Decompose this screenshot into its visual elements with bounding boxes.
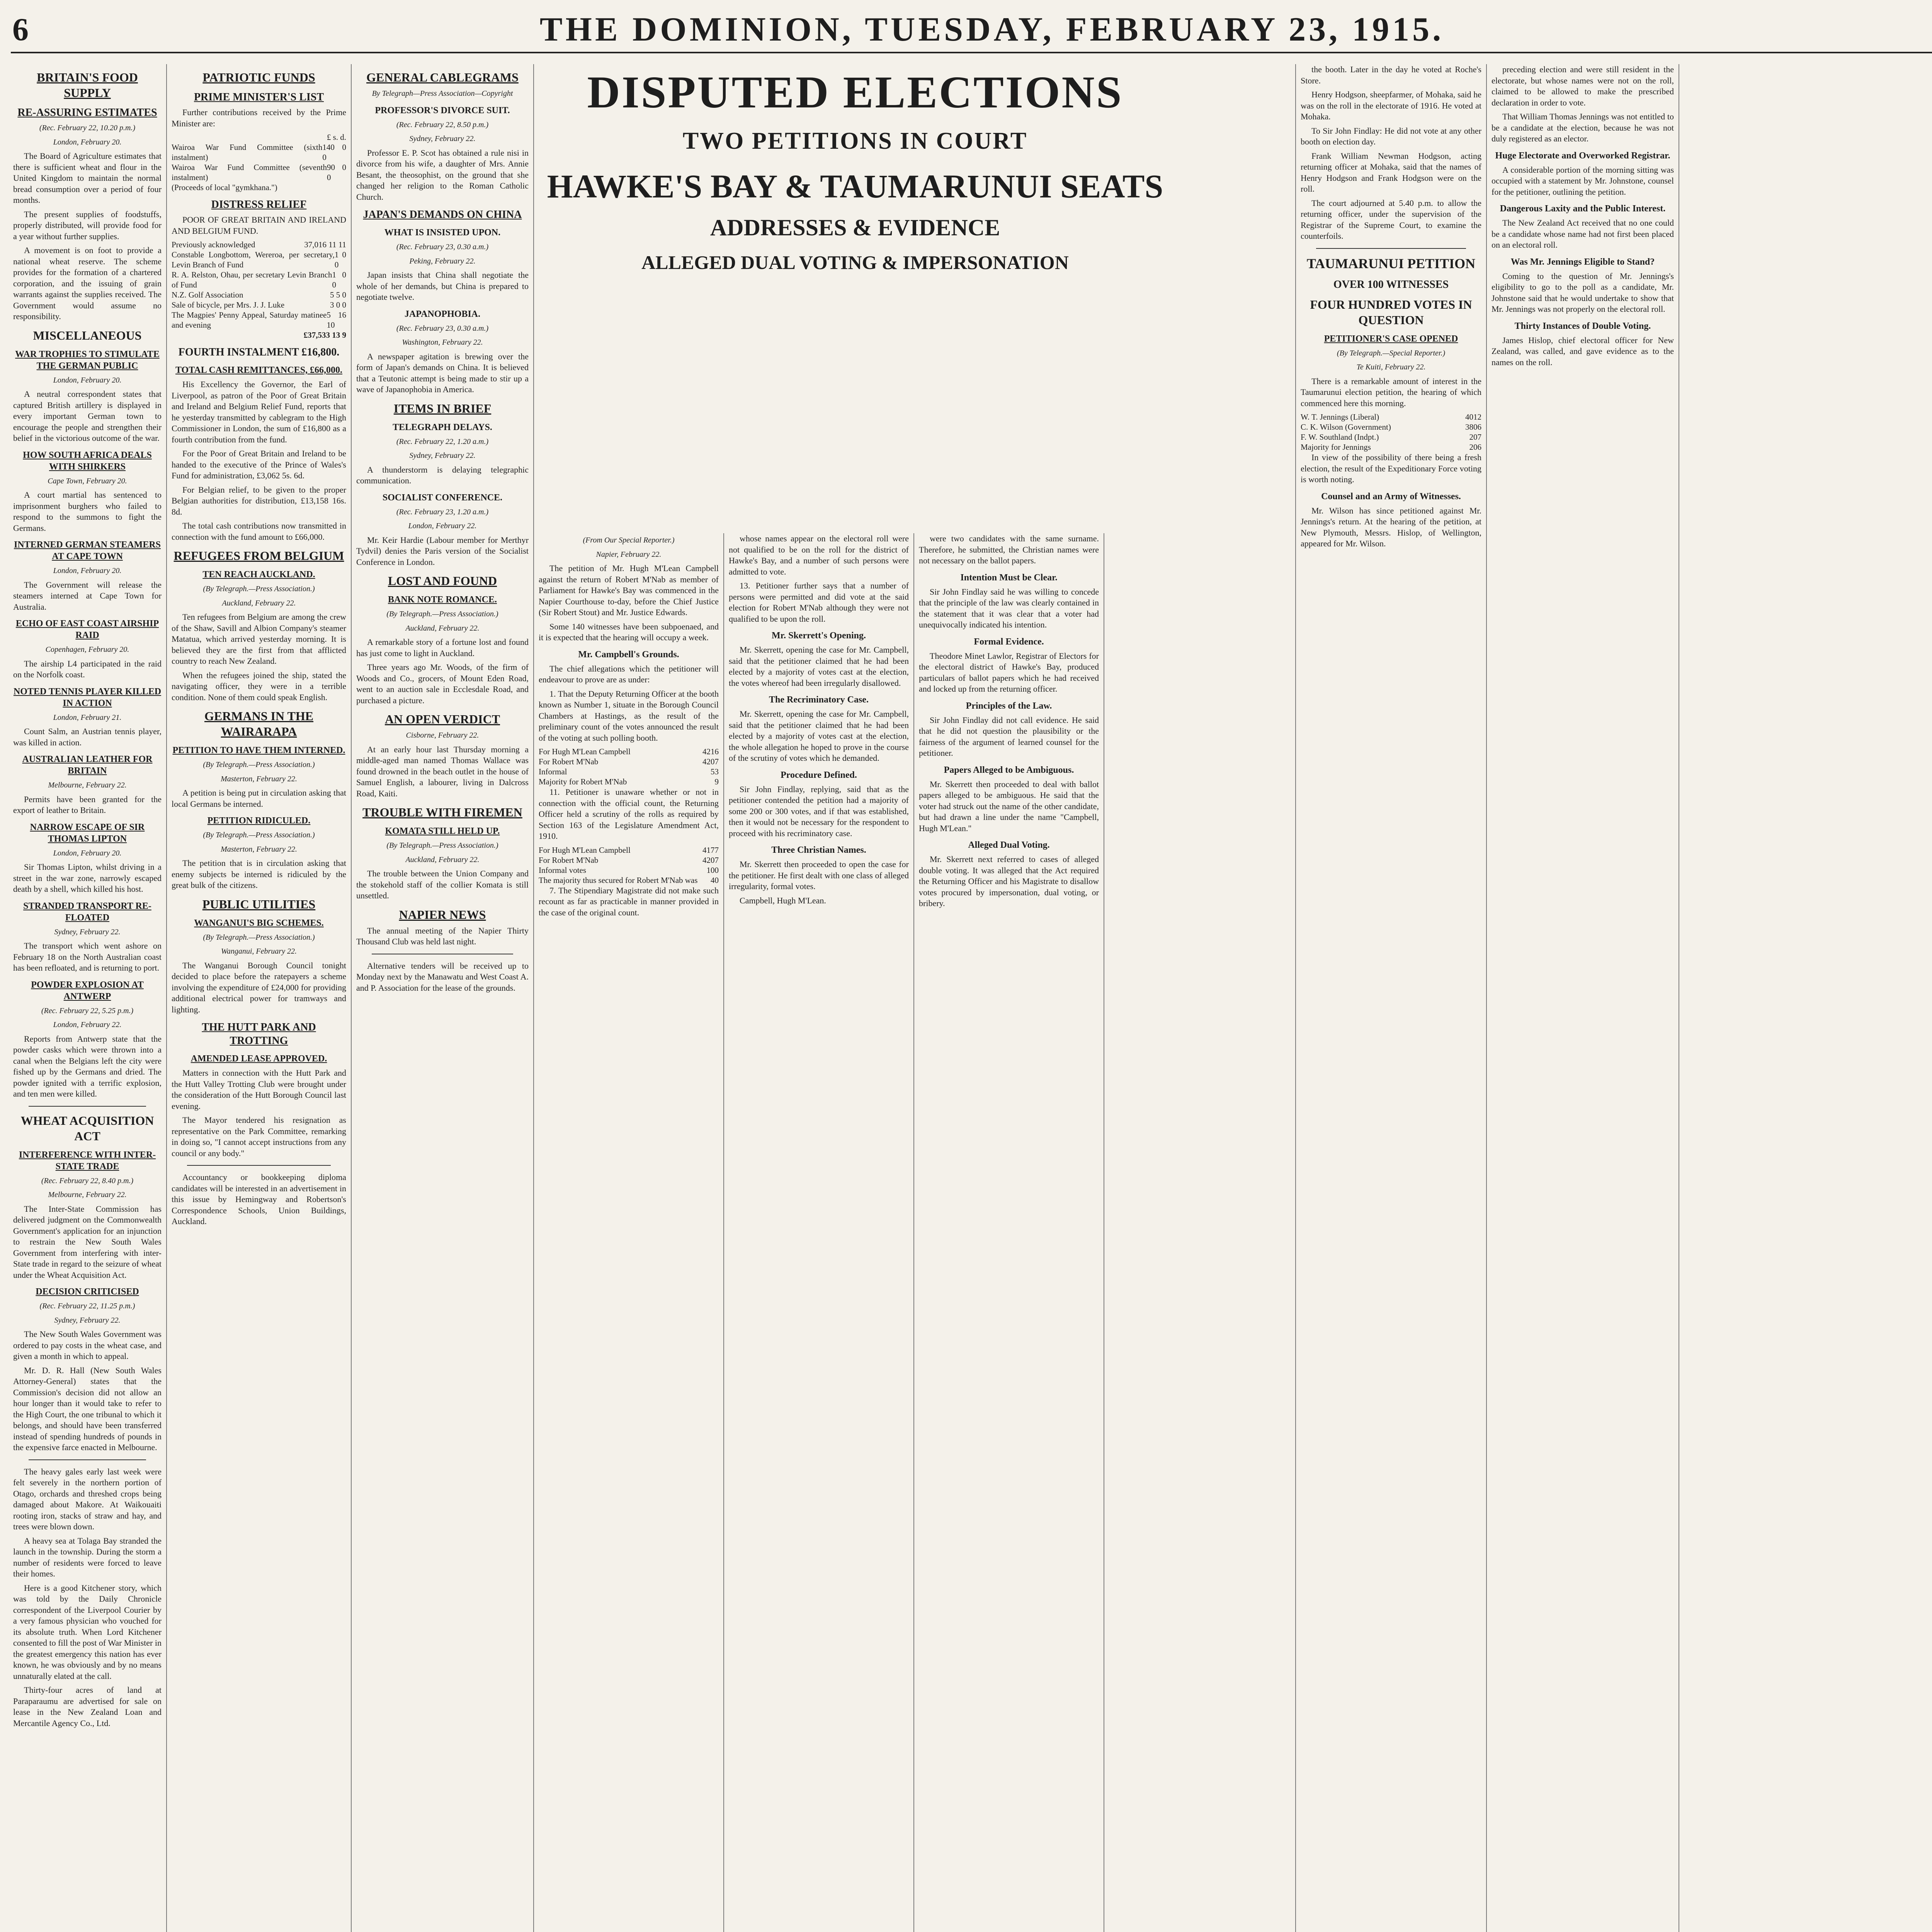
dateline: (Rec. February 22, 1.20 a.m.)	[396, 437, 489, 446]
place: London, February 20.	[53, 138, 122, 146]
column-rule	[533, 64, 534, 1932]
headline: GERMANS IN THE WAIRARAPA	[204, 709, 314, 738]
subheadline: AUSTRALIAN LEATHER FOR BRITAIN	[22, 754, 153, 776]
paragraph: Theodore Minet Lawlor, Registrar of Electors for the electoral district of Hawke's Bay, produced particulars of ballot papers which he had received and locked up from the returning officer.	[919, 651, 1099, 694]
paragraph: Some 140 witnesses have been subpoenaed, and it is expected that the hearing will occupy a week.	[539, 621, 719, 642]
subheadline: WANGANUI'S BIG SCHEMES.	[194, 918, 324, 928]
paragraph: Here is a good Kitchener story, which was told by the Daily Chronicle correspondent of the Liverpool Courier by a very famous physician who vouched for its absolute truth. When Lord Kitchener consented to fill the post of War Minister in the greatest emergency this nation has ever known, he was obviously and by no means unnaturally elated at the call.	[13, 1583, 162, 1681]
money-heading	[172, 132, 346, 142]
subheadline: RE-ASSURING ESTIMATES	[17, 107, 157, 119]
headline: NAPIER NEWS	[399, 907, 486, 922]
table-row	[539, 767, 719, 777]
subheadline: Alleged Dual Voting.	[968, 840, 1050, 850]
table-row	[539, 865, 719, 875]
dateline: (Rec. February 22, 10.20 p.m.)	[39, 124, 136, 132]
table-row	[172, 290, 346, 300]
place: Napier, February 22.	[596, 550, 662, 559]
table-row	[539, 845, 719, 855]
row-value: 53	[711, 767, 719, 776]
place: Peking, February 22.	[409, 257, 476, 265]
place: Masterton, February 22.	[221, 774, 297, 783]
subheadline: PROFESSOR'S DIVORCE SUIT.	[375, 105, 510, 116]
main-headline: DISPUTED ELECTIONS	[587, 67, 1123, 117]
paragraph: A newspaper agitation is brewing over the form of Japan's demands on China. It is believed that a Teutonic attempt is being made to stir up a wave of Japanophobia in America.	[356, 351, 529, 394]
dateline: (Rec. February 22, 8.40 p.m.)	[41, 1176, 134, 1185]
row-label: Informal	[539, 767, 567, 776]
row-label: Majority for Robert M'Nab	[539, 777, 627, 786]
vote-table	[539, 845, 719, 885]
paragraph: Sir John Findlay, replying, said that as the petitioner contended the petition had a majority of some 200 or 300 votes, and if that was established, then it would not be necessary for the respondent to proceed with his recriminatory case.	[729, 784, 909, 838]
subheadline: INTERFERENCE WITH INTER-STATE TRADE	[19, 1150, 156, 1172]
paragraph: Sir Thomas Lipton, whilst driving in a street in the war zone, narrowly escaped death by a shell, which killed his host.	[13, 862, 162, 894]
row-value: 4177	[702, 845, 719, 855]
paragraph: The transport which went ashore on February 18 on the North Australian coast has been refloated, and is returning to port.	[13, 941, 162, 973]
headline: WHEAT ACQUISITION ACT	[20, 1113, 154, 1143]
paragraph: The New South Wales Government was ordered to pay costs in the wheat case, and given a month in which to appeal.	[13, 1329, 162, 1361]
row-value: 100	[706, 865, 719, 875]
subheadline: HOW SOUTH AFRICA DEALS WITH SHIRKERS	[23, 450, 152, 472]
money-columns: £ s. d.	[327, 133, 346, 142]
paragraph: The petition of Mr. Hugh M'Lean Campbell against the return of Robert M'Nab as member of Parliament for Hawke's Bay was commenced in the Napier Courthouse to-day, before the Chief Justice (Sir Robert Stout) and Mr. Justice Edwards.	[539, 563, 719, 617]
divider	[1316, 248, 1466, 249]
row-label: R. A. Relston, Ohau, per secretary Levin Branch of Fund	[172, 270, 332, 289]
row-label: Informal votes	[539, 865, 587, 875]
paragraph: the booth. Later in the day he voted at Roche's Store.	[1301, 65, 1481, 85]
row-value: 37,016 11 11	[304, 240, 346, 249]
paragraph: The present supplies of foodstuffs, properly distributed, will provide food for a year without further supplies.	[13, 209, 162, 241]
row-label: For Robert M'Nab	[539, 757, 599, 766]
row-value: 90 0 0	[327, 163, 346, 182]
subheadline: PRIME MINISTER'S LIST	[194, 91, 324, 103]
subheadline: Formal Evidence.	[974, 636, 1044, 647]
row-value: 206	[1469, 442, 1481, 452]
subheadline: Procedure Defined.	[781, 770, 857, 780]
column-6	[919, 533, 1099, 1932]
table-row	[1301, 442, 1481, 452]
subheadline: SOCIALIST CONFERENCE.	[382, 492, 503, 503]
subheadline: TEN REACH AUCKLAND.	[202, 570, 315, 580]
place: Sydney, February 22.	[409, 134, 476, 143]
row-value: 9	[714, 777, 719, 786]
place: London, February 21.	[53, 713, 122, 722]
subheadline: Thirty Instances of Double Voting.	[1514, 321, 1651, 331]
headline: ITEMS IN BRIEF	[393, 401, 492, 415]
table-row	[172, 162, 346, 182]
headline: AN OPEN VERDICT	[384, 712, 500, 726]
paragraph: Mr. Skerrett, opening the case for Mr. Campbell, said that the petitioner claimed that he had been elected by a majority of votes cast at the election, the whole allegation he hoped to prove in the course of the scrutiny of votes which he demanded.	[729, 709, 909, 763]
total-amount: £37,533 13 9	[303, 330, 346, 340]
place: Auckland, February 22.	[222, 599, 296, 607]
subheadline: TOTAL CASH REMITTANCES, £66,000.	[175, 365, 343, 375]
table-row	[1301, 432, 1481, 442]
paragraph: preceding election and were still resident in the electorate, but whose names were not on the roll, claimed to be allowed to make the prescribed declaration in order to vote.	[1492, 65, 1674, 107]
paragraph: The Board of Agriculture estimates that there is sufficient wheat and flour in the United Kingdom to maintain the normal bread consumption over a period of four months.	[13, 151, 162, 205]
subheadline: Mr. Campbell's Grounds.	[578, 649, 679, 660]
masthead	[11, 9, 1932, 53]
paragraph: Ten refugees from Belgium are among the crew of the Shaw, Savill and Albion Company's steamer Matatua, which arrived yesterday morning. It is believed they are the first from that afflicted country to reach New Zealand.	[172, 612, 346, 666]
row-value: 4216	[702, 747, 719, 756]
subheadline: Papers Alleged to be Ambiguous.	[944, 765, 1074, 775]
subheadline: PETITION TO HAVE THEM INTERNED.	[172, 745, 345, 755]
paragraph: Mr. Wilson has since petitioned against Mr. Jennings's return. At the hearing of the petition, at New Plymouth, Messrs. Hislop, of Wellington, appeared for Mr. Wilson.	[1301, 505, 1481, 548]
subheadline: Dangerous Laxity and the Public Interest.	[1500, 204, 1666, 214]
row-value: 4207	[702, 855, 719, 865]
row-label: For Hugh M'Lean Campbell	[539, 747, 631, 756]
paragraph: Reports from Antwerp state that the powder casks which were thrown into a canal when the Belgians left the city were fished up by the Germans and dried. The powder ignited with a terrific explosion, and ten men were killed.	[13, 1034, 162, 1099]
place: Masterton, February 22.	[221, 845, 297, 854]
contribution-list	[172, 142, 346, 192]
paragraph: There is a remarkable amount of interest in the Taumarunui election petition, the hearing of which commenced here this morning.	[1301, 376, 1481, 408]
headline: BRITAIN'S FOOD SUPPLY	[37, 70, 138, 100]
paragraph: The annual meeting of the Napier Thirty Thousand Club was held last night.	[356, 925, 529, 946]
paragraph: A thunderstorm is delaying telegraphic communication.	[356, 464, 529, 485]
column-1	[13, 64, 162, 1932]
row-label: (Proceeds of local "gymkhana.")	[172, 183, 277, 192]
subheadline: PETITIONER'S CASE OPENED	[1324, 333, 1458, 344]
divider	[29, 1106, 146, 1107]
subheadline: TELEGRAPH DELAYS.	[393, 422, 492, 432]
paragraph: Mr. Skerrett, opening the case for Mr. Campbell, said that the petitioner claimed that he had been elected by a majority of votes cast at the election, the votes whereof had been irregularly disallowed.	[729, 645, 909, 688]
byline: (By Telegraph.—Press Association.)	[203, 831, 315, 839]
row-label: Previously acknowledged	[172, 240, 255, 249]
paragraph: POOR OF GREAT BRITAIN AND IRELAND AND BELGIUM FUND.	[172, 215, 346, 236]
subheadline: JAPAN'S DEMANDS ON CHINA	[363, 209, 522, 221]
row-label: Majority for Jennings	[1301, 442, 1371, 452]
paragraph: 11. Petitioner is unaware whether or not in connection with the official count, the Returning Officer held a scrutiny of the rolls as required by Section 163 of the Legislature Amendment Act, 1910.	[539, 787, 719, 841]
paragraph: Mr. Keir Hardie (Labour member for Merthyr Tydvil) denies the Paris version of the Socialist Conference in London.	[356, 535, 529, 567]
deck-3: ADDRESSES & EVIDENCE	[710, 215, 1000, 241]
dateline: (Rec. February 22, 11.25 p.m.)	[39, 1302, 135, 1310]
row-value: 5 16 10	[327, 310, 346, 330]
place: Cisborne, February 22.	[406, 731, 479, 740]
row-label: C. K. Wilson (Government)	[1301, 422, 1391, 432]
paragraph: In view of the possibility of there being a fresh election, the result of the Expeditionary Force voting is worth noting.	[1301, 452, 1481, 484]
dateline: (Rec. February 22, 8.50 p.m.)	[396, 120, 489, 129]
paragraph: Japan insists that China shall negotiate the whole of her demands, but China is prepared to negotiate twelve.	[356, 270, 529, 302]
dateline: (Rec. February 22, 5.25 p.m.)	[41, 1006, 134, 1015]
table-row	[172, 300, 346, 310]
row-label: For Hugh M'Lean Campbell	[539, 845, 631, 855]
paragraph: The petition that is in circulation asking that enemy subjects be interned is ridiculed by the great bulk of the citizens.	[172, 858, 346, 890]
subheadline: Huge Electorate and Overworked Registrar.	[1495, 150, 1670, 161]
column-rule	[351, 64, 352, 1932]
table-row	[172, 182, 346, 192]
subheadline: POWDER EXPLOSION AT ANTWERP	[31, 980, 144, 1002]
paragraph: The chief allegations which the petitioner will endeavour to prove are as under:	[539, 663, 719, 684]
headline: PUBLIC UTILITIES	[202, 897, 316, 911]
byline: By Telegraph—Press Association—Copyright	[372, 89, 513, 98]
paragraph: A remarkable story of a fortune lost and found has just come to light in Auckland.	[356, 637, 529, 658]
row-label: The Magpies' Penny Appeal, Saturday matinee and evening	[172, 310, 327, 330]
row-label: For Robert M'Nab	[539, 855, 599, 865]
table-row	[539, 855, 719, 865]
paragraph: Henry Hodgson, sheepfarmer, of Mohaka, said he was on the roll in the electorate of 1916. He voted at Mohaka.	[1301, 90, 1481, 121]
headline: THE HUTT PARK AND TROTTING	[202, 1021, 316, 1047]
headline: TROUBLE WITH FIREMEN	[362, 805, 522, 819]
table-row	[1301, 412, 1481, 422]
paragraph: Mr. D. R. Hall (New South Wales Attorney-General) states that the Commission's decision did not allow an hour longer than it would take to refer to the High Court, the one tribunal to which it belongs, and should have been transferred instead of spending hundreds of pounds in the expensive farce enacted in Melbourne.	[13, 1365, 162, 1452]
subheadline: PETITION RIDICULED.	[207, 816, 311, 826]
paragraph: A movement is on foot to provide a national wheat reserve. The scheme provides for the formation of a chartered corporation, and the issuing of grain warrants against the supplies received. The Government would assume no responsibility.	[13, 245, 162, 321]
paragraph: The total cash contributions now transmitted in connection with the fund amount to £66,000.	[172, 521, 346, 542]
paragraph: Three years ago Mr. Woods, of the firm of Woods and Co., grocers, of Mount Eden Road, went to an auction sale in Ecclesdale Road, and purchased a picture.	[356, 662, 529, 705]
byline: (From Our Special Reporter.)	[583, 536, 675, 544]
paragraph: At an early hour last Thursday morning a middle-aged man named Thomas Wallace was found drowned in the beach outlet in the house of Samuel English, a labourer, living in Dalcross Road, Kaiti.	[356, 744, 529, 798]
table-row	[539, 747, 719, 757]
subheadline: NARROW ESCAPE OF SIR THOMAS LIPTON	[30, 822, 145, 844]
paragraph: A court martial has sentenced to imprisonment burghers who failed to respond to the summons to fight the Germans.	[13, 490, 162, 533]
vote-table	[1301, 412, 1481, 452]
paragraph: The Wanganui Borough Council tonight decided to place before the ratepayers a scheme involving the expenditure of £24,000 for providing additional electrical power for tramways and lighting.	[172, 960, 346, 1014]
subheadline: NOTED TENNIS PLAYER KILLED IN ACTION	[13, 686, 162, 708]
list-total	[172, 330, 346, 340]
table-row	[172, 250, 346, 270]
subheadline: WAR TROPHIES TO STIMULATE THE GERMAN PUBLIC	[15, 349, 160, 371]
relief-list	[172, 240, 346, 330]
headline: LOST AND FOUND	[388, 574, 497, 588]
deck-2: HAWKE'S BAY & TAUMARUNUI SEATS	[547, 167, 1163, 205]
row-label: The majority thus secured for Robert M'Nab was	[539, 875, 698, 885]
place: Sydney, February 22.	[54, 927, 121, 936]
subheadline: OVER 100 WITNESSES	[1333, 278, 1449, 291]
paragraph: Alternative tenders will be received up to Monday next by the Manawatu and West Coast A. and P. Association for the lease of the grounds.	[356, 961, 529, 993]
subheadline: The Recriminatory Case.	[769, 695, 869, 705]
column-rule	[913, 533, 914, 1932]
dateline: (Rec. February 23, 1.20 a.m.)	[396, 507, 489, 516]
divider	[29, 1459, 146, 1460]
column-5	[729, 533, 909, 1932]
byline: (By Telegraph.—Press Association.)	[203, 585, 315, 593]
place: London, February 22.	[53, 1020, 122, 1029]
table-row	[539, 777, 719, 787]
place: Washington, February 22.	[402, 338, 483, 347]
headline: PATRIOTIC FUNDS	[202, 70, 315, 84]
paragraph: 7. The Stipendiary Magistrate did not make such recount as far as practicable in manner provided in the case of the original count.	[539, 885, 719, 917]
paragraph: 1. That the Deputy Returning Officer at the booth known as Number 1, situate in the Borough Council Chambers at Hastings, as the result of the preliminary count of the votes announced the result of the voting at such polling booth.	[539, 689, 719, 743]
paragraph: Frank William Newman Hodgson, acting returning officer at Mohaka, said that the names of Henry Hodgson and Frank Hodgson were on the roll.	[1301, 151, 1481, 194]
subheadline: INTERNED GERMAN STEAMERS AT CAPE TOWN	[14, 540, 161, 561]
main-headline-block	[536, 64, 1174, 520]
divider	[187, 1165, 331, 1166]
place: London, February 20.	[53, 376, 122, 384]
paragraph: A neutral correspondent states that captured British artillery is displayed in every important German town to encourage the people and strengthen their belief in the victorious outcome of the war.	[13, 389, 162, 443]
page-number: 6	[12, 12, 29, 48]
column-7	[1301, 64, 1481, 1932]
row-label: N.Z. Golf Association	[172, 290, 243, 299]
subheadline: ECHO OF EAST COAST AIRSHIP RAID	[15, 619, 159, 640]
masthead-title: THE DOMINION, TUESDAY, FEBRUARY 23, 1915.	[539, 11, 1444, 48]
place: Melbourne, February 22.	[48, 781, 127, 789]
headline: GENERAL CABLEGRAMS	[366, 70, 519, 84]
dateline: (Rec. February 23, 0.30 a.m.)	[396, 243, 489, 251]
subheadline: Mr. Skerrett's Opening.	[772, 631, 866, 641]
column-4	[539, 533, 719, 1932]
table-row	[172, 240, 346, 250]
row-value: 207	[1469, 432, 1481, 442]
paragraph: The heavy gales early last week were felt severely in the northern portion of Otago, orchards and threshed crops being damaged about Makore. At Waikouaiti rooting iron, stacks of straw and hay, and trees were blown down.	[13, 1466, 162, 1531]
dateline: (Rec. February 23, 0.30 a.m.)	[396, 324, 489, 333]
byline: (By Telegraph.—Press Association.)	[386, 841, 498, 850]
subheadline: Was Mr. Jennings Eligible to Stand?	[1510, 257, 1655, 267]
paragraph: Mr. Skerrett then proceeded to deal with ballot papers alleged to be ambiguous. He said that the voter had struck out the name of the other candidate, but had drawn a line under the name "Campbell, Hugh M'Lean."	[919, 779, 1099, 833]
paragraph: The Government will release the steamers interned at Cape Town for Australia.	[13, 580, 162, 612]
headline: TAUMARUNUI PETITION	[1306, 255, 1476, 271]
place: Te Kuiti, February 22.	[1356, 363, 1426, 371]
headline: REFUGEES FROM BELGIUM	[173, 549, 344, 563]
subheadline: WHAT IS INSISTED UPON.	[384, 228, 501, 238]
subheadline: Three Christian Names.	[771, 845, 866, 855]
deck-4: ALLEGED DUAL VOTING & IMPERSONATION	[641, 252, 1069, 274]
column-3	[356, 64, 529, 1932]
byline: (By Telegraph.—Special Reporter.)	[1337, 349, 1446, 357]
headline: FOURTH INSTALMENT £16,800.	[178, 346, 340, 358]
row-value: 140 0 0	[322, 143, 346, 162]
place: Wanganui, February 22.	[221, 947, 297, 956]
row-label: Constable Longbottom, Wereroa, per secretary, Levin Branch of Fund	[172, 250, 335, 269]
row-label: Wairoa War Fund Committee (seventh instalment)	[172, 163, 327, 182]
row-label: W. T. Jennings (Liberal)	[1301, 412, 1379, 422]
place: Sydney, February 22.	[409, 451, 476, 460]
byline: (By Telegraph.—Press Association.)	[203, 933, 315, 942]
subheadline: STRANDED TRANSPORT RE-FLOATED	[23, 901, 151, 923]
table-row	[172, 142, 346, 162]
paragraph: Coming to the question of Mr. Jennings's eligibility to go to the poll as a candidate, Mr. Johnstone said that he would undertake to show that Mr. Jennings was not properly on the electoral roll.	[1492, 271, 1674, 314]
table-row	[1301, 422, 1481, 432]
paragraph: Campbell, Hugh M'Lean.	[740, 895, 826, 905]
subheadline: AMENDED LEASE APPROVED.	[190, 1054, 327, 1064]
row-value: 4207	[702, 757, 719, 766]
paragraph: The trouble between the Union Company and the stokehold staff of the collier Komata is still unsettled.	[356, 869, 529, 900]
table-row	[172, 270, 346, 290]
table-row	[172, 310, 346, 330]
paragraph: Thirty-four acres of land at Paraparaumu are advertised for sale on lease in the New Zealand Loan and Mercantile Agency Co., Ltd.	[13, 1685, 162, 1728]
row-value: 3 0 0	[330, 300, 346, 310]
column-2	[172, 64, 346, 1932]
row-label: F. W. Southland (Indpt.)	[1301, 432, 1379, 442]
column-rule	[1295, 64, 1296, 1932]
paragraph: The court adjourned at 5.40 p.m. to allow the returning officer, under the supervision of the Registrar of the Supreme Court, to examine the counterfoils.	[1301, 198, 1481, 241]
paragraph: James Hislop, chief electoral officer for New Zealand, was called, and gave evidence as to the names on the roll.	[1492, 335, 1674, 367]
row-value: 1 0 0	[332, 270, 346, 289]
place: London, February 20.	[53, 566, 122, 575]
row-value: 4012	[1465, 412, 1481, 422]
place: Melbourne, February 22.	[48, 1190, 127, 1199]
place: London, February 22.	[408, 522, 477, 530]
column-rule	[1486, 64, 1487, 1932]
place: Auckland, February 22.	[405, 855, 480, 864]
place: Cape Town, February 20.	[48, 476, 127, 485]
byline: (By Telegraph.—Press Association.)	[203, 760, 315, 769]
vote-table	[539, 747, 719, 787]
row-value: 40	[711, 875, 719, 885]
paragraph: were two candidates with the same surname. Therefore, he submitted, the Christian names were not necessary on the ballot papers.	[919, 534, 1099, 565]
paragraph: A heavy sea at Tolaga Bay stranded the launch in the township. During the storm a number of residents were forced to leave their homes.	[13, 1536, 162, 1578]
paragraph: Sir John Findlay said he was willing to concede that the principle of the law was clearly contained in the statement that it was clear that a voter had unequivocally indicated his intention.	[919, 587, 1099, 629]
row-value: 5 5 0	[330, 290, 346, 299]
row-label: Wairoa War Fund Committee (sixth instalment)	[172, 143, 323, 162]
place: Auckland, February 22.	[405, 624, 480, 633]
paragraph: The Mayor tendered his resignation as representative on the Park Committee, remarking in doing so, "I cannot accept instructions from any council or any body."	[172, 1115, 346, 1158]
subheadline: Counsel and an Army of Witnesses.	[1321, 491, 1461, 502]
table-row	[539, 757, 719, 767]
paragraph: Count Salm, an Austrian tennis player, was killed in action.	[13, 726, 162, 747]
paragraph: Permits have been granted for the export of leather to Britain.	[13, 794, 162, 815]
paragraph: For the Poor of Great Britain and Ireland to be handed to the executive of the Prince of Wales's Fund for administration, £3,062 5s. 6d.	[172, 449, 346, 480]
paragraph: Mr. Skerrett then proceeded to open the case for the petitioner. He first dealt with one class of alleged irregularity, formal votes.	[729, 859, 909, 891]
paragraph: Accountancy or bookkeeping diploma candidates will be interested in an advertisement in this issue by Hemingway and Robertson's Correspondence Schools, Union Buildings, Auckland.	[172, 1172, 346, 1226]
byline: (By Telegraph.—Press Association.)	[386, 610, 498, 618]
subheadline: Intention Must be Clear.	[960, 572, 1058, 583]
place: Sydney, February 22.	[54, 1316, 121, 1325]
paragraph: The Inter-State Commission has delivered judgment on the Commonwealth Government's application for an injunction to restrain the New South Wales Government from interfering with inter-State trade in regard to the seizure of wheat under the Wheat Acquisition Act.	[13, 1204, 162, 1280]
column-rule	[166, 64, 167, 1932]
subheadline: DISTRESS RELIEF	[211, 199, 307, 211]
row-value: 1 0 0	[334, 250, 346, 269]
paragraph: Mr. Skerrett next referred to cases of alleged double voting. It was alleged that the Act required the Returning Officer and his Magistrate to disallow votes procured by impersonation, dual voting, or bribery.	[919, 854, 1099, 908]
paragraph: A considerable portion of the morning sitting was occupied with a statement by Mr. Johnstone, counsel for the petitioner, outlining the petition.	[1492, 165, 1674, 197]
paragraph: A petition is being put in circulation asking that local Germans be interned.	[172, 788, 346, 809]
place: London, February 20.	[53, 849, 122, 857]
headline: MISCELLANEOUS	[33, 328, 142, 342]
paragraph: 13. Petitioner further says that a number of persons were permitted and did vote at the said election for Robert M'Nab although they were not qualified to be upon the roll.	[729, 581, 909, 624]
paragraph: Sir John Findlay did not call evidence. He said that he did not question the plausibility or the fairness of the argument of learned counsel for the petitioner.	[919, 715, 1099, 758]
paragraph: Professor E. P. Scot has obtained a rule nisi in divorce from his wife, a daughter of Mrs. Annie Besant, the theosophist, on the ground that she changed her religion to the Roman Catholic Church.	[356, 148, 529, 202]
paragraph: Matters in connection with the Hutt Park and the Hutt Valley Trotting Club were brought under the consideration of the Hutt Borough Council last evening.	[172, 1068, 346, 1111]
paragraph: The New Zealand Act received that no one could be a candidate whose name had not first been placed on an electoral roll.	[1492, 218, 1674, 250]
subheadline: JAPANOPHOBIA.	[404, 309, 481, 319]
column-rule	[723, 533, 724, 1932]
paragraph: Further contributions received by the Prime Minister are:	[172, 107, 346, 128]
row-value: 3806	[1465, 422, 1481, 432]
paragraph: That William Thomas Jennings was not entitled to be a candidate at the election, because he was not duly registered as an elector.	[1492, 112, 1674, 143]
subheadline: DECISION CRITICISED	[36, 1287, 139, 1297]
column-9	[1684, 64, 1932, 1932]
paragraph: whose names appear on the electoral roll were not qualified to be on the roll for the district of Hawke's Bay, and a number of such persons were admitted to vote.	[729, 534, 909, 577]
paragraph: His Excellency the Governor, the Earl of Liverpool, as patron of the Poor of Great Britain and Ireland and Belgium Relief Fund, reports that he yesterday transmitted by cablegram to the High Commissioner in London, the sum of £16,800 as a fourth contribution from the fund.	[172, 379, 346, 444]
paragraph: When the refugees joined the ship, stated the navigating officer, they were in a terrible condition. None of them could speak English.	[172, 670, 346, 702]
subheadline: BANK NOTE ROMANCE.	[388, 595, 497, 605]
place: Copenhagen, February 20.	[45, 645, 129, 654]
subheadline: FOUR HUNDRED VOTES IN QUESTION	[1310, 297, 1472, 327]
paragraph: For Belgian relief, to be given to the proper Belgian authorities for distribution, £13,158 16s. 8d.	[172, 485, 346, 517]
paragraph: To Sir John Findlay: He did not vote at any other booth on election day.	[1301, 126, 1481, 146]
row-label: Sale of bicycle, per Mrs. J. J. Luke	[172, 300, 285, 310]
subheadline: KOMATA STILL HELD UP.	[385, 826, 500, 836]
paragraph: The airship L4 participated in the raid on the Norfolk coast.	[13, 658, 162, 679]
column-8	[1492, 64, 1674, 1932]
table-row	[539, 875, 719, 885]
deck-1: TWO PETITIONS IN COURT	[682, 128, 1028, 154]
subheadline: Principles of the Law.	[966, 701, 1052, 711]
